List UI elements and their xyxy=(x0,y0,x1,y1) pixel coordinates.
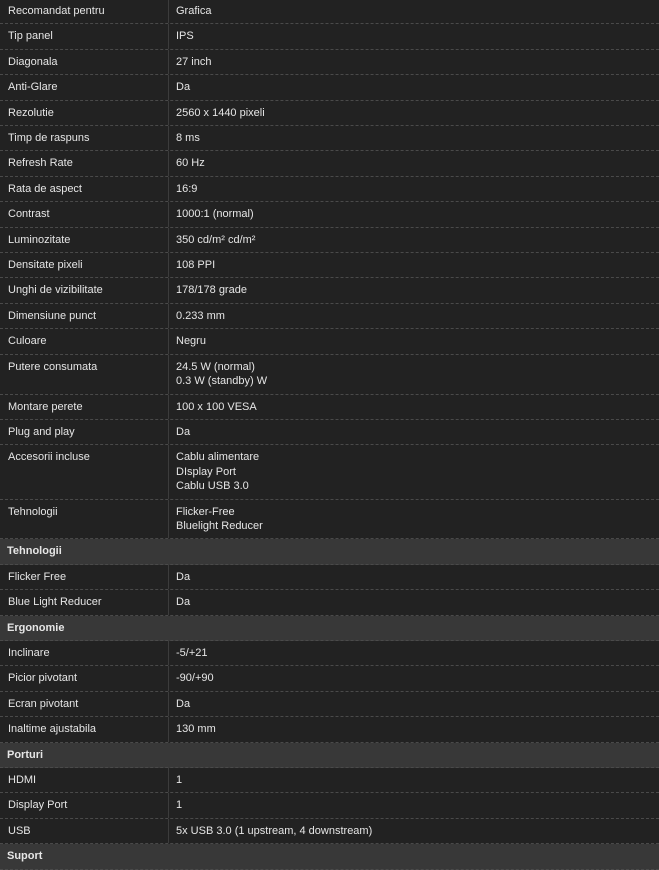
section-header: Porturi xyxy=(0,743,659,768)
spec-value xyxy=(169,151,659,175)
spec-value xyxy=(169,420,659,444)
spec-row xyxy=(0,329,659,354)
spec-label: HDMI xyxy=(0,768,169,792)
spec-value xyxy=(169,692,659,716)
spec-value xyxy=(169,253,659,277)
spec-value-line: 108 PPI xyxy=(176,259,216,272)
spec-value-line: Negru xyxy=(176,335,206,348)
spec-row xyxy=(0,50,659,75)
spec-value-line: Cablu USB 3.0 xyxy=(176,480,249,493)
spec-label: Rata de aspect xyxy=(0,177,169,201)
spec-label: Blue Light Reducer xyxy=(0,590,169,614)
spec-row xyxy=(0,819,659,844)
spec-label: Tip panel xyxy=(0,24,169,48)
spec-value-line: 130 mm xyxy=(176,723,216,736)
spec-value-line: 350 cd/m² cd/m² xyxy=(176,233,256,246)
spec-value xyxy=(169,202,659,226)
spec-value-line: Cablu alimentare xyxy=(176,451,260,464)
spec-value xyxy=(169,717,659,741)
spec-label: Tehnologii xyxy=(0,500,169,539)
spec-value-line: 1000:1 (normal) xyxy=(176,208,254,221)
spec-label: Anti-Glare xyxy=(0,75,169,99)
spec-value-line: Da xyxy=(176,425,191,438)
spec-value-line: DIsplay Port xyxy=(176,465,236,478)
spec-value-line: -90/+90 xyxy=(176,672,214,685)
spec-value xyxy=(169,590,659,614)
spec-label: Flicker Free xyxy=(0,565,169,589)
spec-value xyxy=(169,768,659,792)
spec-row xyxy=(0,590,659,615)
spec-row xyxy=(0,278,659,303)
spec-value-line: IPS xyxy=(176,30,194,43)
spec-label: Picior pivotant xyxy=(0,666,169,690)
spec-row xyxy=(0,355,659,395)
spec-row xyxy=(0,500,659,540)
spec-row xyxy=(0,793,659,818)
spec-value xyxy=(169,0,659,23)
spec-label: Dimensiune punct xyxy=(0,304,169,328)
spec-row xyxy=(0,202,659,227)
spec-row xyxy=(0,151,659,176)
spec-label: USB xyxy=(0,819,169,843)
spec-value-line: Grafica xyxy=(176,5,212,17)
spec-label: Densitate pixeli xyxy=(0,253,169,277)
spec-row xyxy=(0,565,659,590)
spec-value-line: 0.233 mm xyxy=(176,309,225,322)
spec-value-line: 1 xyxy=(176,799,183,812)
spec-row xyxy=(0,24,659,49)
spec-value xyxy=(169,126,659,150)
spec-label: Plug and play xyxy=(0,420,169,444)
spec-label: Refresh Rate xyxy=(0,151,169,175)
spec-value xyxy=(169,793,659,817)
spec-label: Montare perete xyxy=(0,395,169,419)
spec-value xyxy=(169,24,659,48)
spec-value-line: 178/178 grade xyxy=(176,284,247,297)
spec-value xyxy=(169,666,659,690)
spec-label: Inclinare xyxy=(0,641,169,665)
spec-row xyxy=(0,75,659,100)
spec-value xyxy=(169,228,659,252)
spec-label: Ecran pivotant xyxy=(0,692,169,716)
spec-row xyxy=(0,641,659,666)
spec-value-line: Da xyxy=(176,596,191,609)
spec-value xyxy=(169,445,659,498)
spec-value-line: 1 xyxy=(176,774,183,786)
spec-value xyxy=(169,50,659,74)
spec-value xyxy=(169,819,659,843)
spec-label: Display Port xyxy=(0,793,169,817)
spec-value-line: 100 x 100 VESA xyxy=(176,400,257,413)
spec-row xyxy=(0,101,659,126)
spec-value xyxy=(169,355,659,394)
spec-value xyxy=(169,304,659,328)
spec-value-line: 27 inch xyxy=(176,55,212,68)
spec-value-line: Flicker-Free xyxy=(176,505,235,518)
spec-label: Diagonala xyxy=(0,50,169,74)
spec-value xyxy=(169,75,659,99)
spec-value xyxy=(169,177,659,201)
spec-value xyxy=(169,395,659,419)
spec-row xyxy=(0,768,659,793)
spec-row xyxy=(0,395,659,420)
spec-label: Putere consumata xyxy=(0,355,169,394)
spec-label: Timp de raspuns xyxy=(0,126,169,150)
spec-value-line: Bluelight Reducer xyxy=(176,519,263,532)
section-header: Ergonomie xyxy=(0,616,659,641)
spec-value xyxy=(169,641,659,665)
spec-value xyxy=(169,329,659,353)
spec-label: Recomandat pentru xyxy=(0,0,169,23)
spec-row xyxy=(0,228,659,253)
spec-value xyxy=(169,565,659,589)
spec-value-line: Da xyxy=(176,697,191,710)
spec-value xyxy=(169,101,659,125)
spec-value-line: 16:9 xyxy=(176,182,198,195)
spec-value xyxy=(169,500,659,539)
spec-row xyxy=(0,445,659,499)
spec-label: Contrast xyxy=(0,202,169,226)
spec-value-line: 2560 x 1440 pixeli xyxy=(176,106,265,119)
spec-value-line: 8 ms xyxy=(176,132,200,145)
spec-row xyxy=(0,177,659,202)
spec-row xyxy=(0,666,659,691)
spec-value xyxy=(169,278,659,302)
section-header: Tehnologii xyxy=(0,539,659,564)
spec-row xyxy=(0,692,659,717)
spec-value-line: Da xyxy=(176,570,191,583)
spec-row xyxy=(0,717,659,742)
spec-row xyxy=(0,126,659,151)
spec-value-line: 5x USB 3.0 (1 upstream, 4 downstream) xyxy=(176,824,373,837)
spec-label: Unghi de vizibilitate xyxy=(0,278,169,302)
spec-row xyxy=(0,0,659,24)
spec-value-line: 24.5 W (normal) xyxy=(176,360,255,373)
spec-value-line: -5/+21 xyxy=(176,646,208,659)
spec-row xyxy=(0,304,659,329)
spec-label: Luminozitate xyxy=(0,228,169,252)
spec-label: Culoare xyxy=(0,329,169,353)
section-header: Suport xyxy=(0,844,659,869)
spec-label: Inaltime ajustabila xyxy=(0,717,169,741)
spec-value-line: 0.3 W (standby) W xyxy=(176,375,268,388)
spec-label: Rezolutie xyxy=(0,101,169,125)
spec-row xyxy=(0,253,659,278)
spec-value-line: 60 Hz xyxy=(176,157,205,170)
spec-row xyxy=(0,420,659,445)
spec-label: Accesorii incluse xyxy=(0,445,169,498)
spec-value-line: Da xyxy=(176,81,191,94)
